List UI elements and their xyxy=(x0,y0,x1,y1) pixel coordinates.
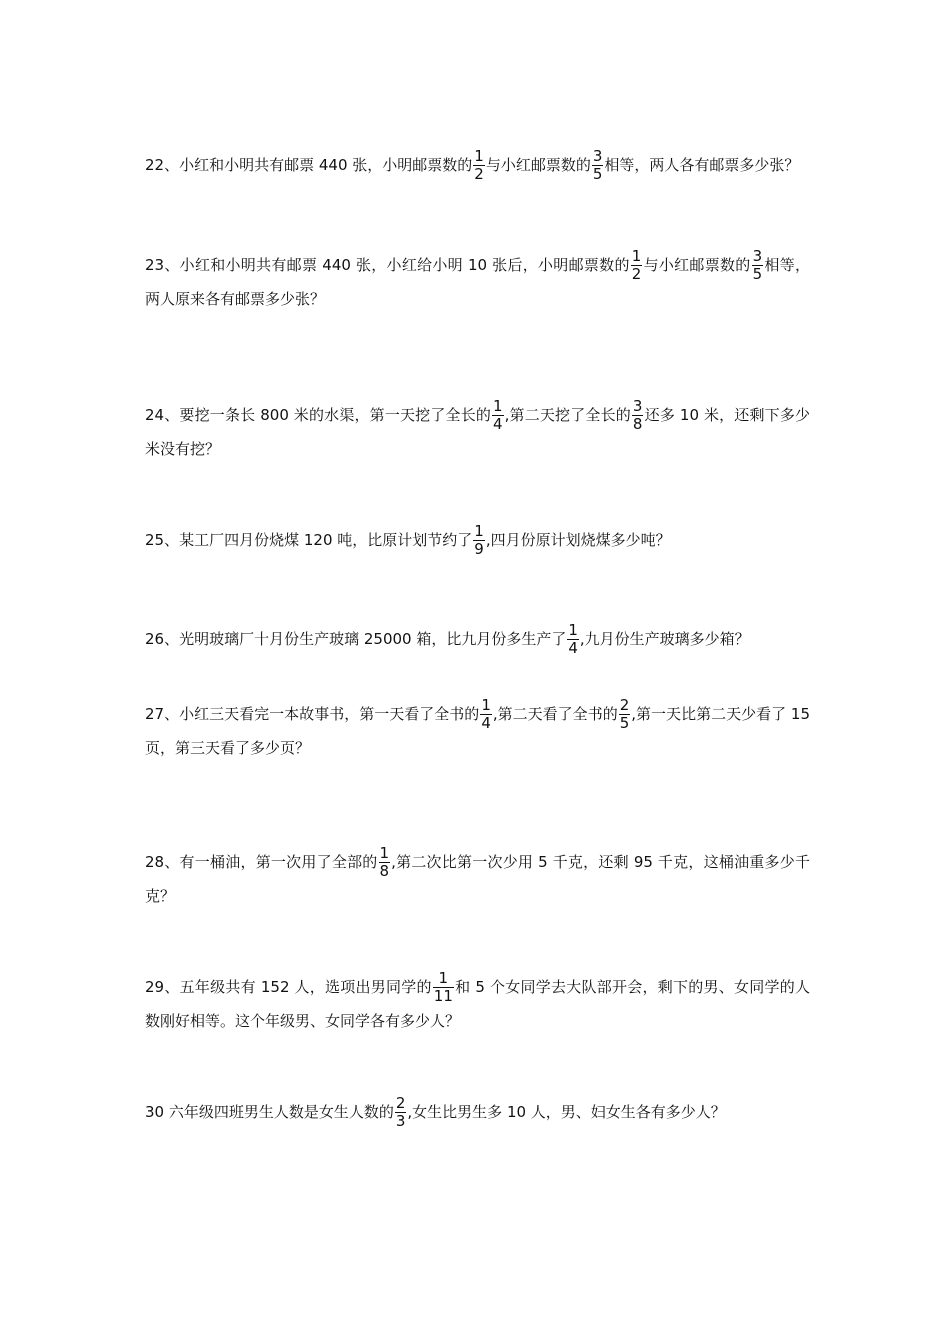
problem-text: 与小红邮票数的 xyxy=(643,256,751,274)
fraction-denominator: 2 xyxy=(631,265,642,283)
fraction-numerator: 1 xyxy=(631,247,642,265)
problem-text: 29、五年级共有 152 人，选项出男同学的 xyxy=(145,978,432,996)
problem-text: 和 5 个女同学去大队部开会，剩下的男、女同学的人数刚好相等。这个年级男、女同学各有多少人？ xyxy=(145,978,810,1030)
problem-text: ,九月份生产玻璃多少箱？ xyxy=(579,630,750,648)
fraction-denominator: 4 xyxy=(493,415,503,433)
fraction xyxy=(395,1096,407,1129)
fraction-denominator: 2 xyxy=(474,165,484,183)
problem-text: 25、某工厂四月份烧煤 120 吨，比原计划节约了 xyxy=(145,531,473,549)
problem-text: 与小红邮票数的 xyxy=(485,156,591,174)
problem-text: 相等，两人各有邮票多少张？ xyxy=(604,156,800,174)
fraction-numerator: 1 xyxy=(433,971,454,988)
problem-23 xyxy=(145,248,810,316)
fraction-numerator: 1 xyxy=(474,522,484,540)
problem-30 xyxy=(145,1095,810,1129)
fraction-denominator: 5 xyxy=(752,265,763,283)
fraction-numerator: 1 xyxy=(568,621,578,639)
fraction xyxy=(492,399,504,432)
fraction-numerator: 2 xyxy=(619,696,630,714)
fraction-numerator: 1 xyxy=(481,696,491,714)
problem-28 xyxy=(145,845,810,913)
problem-27 xyxy=(145,697,810,765)
fraction xyxy=(480,698,492,731)
fraction-denominator: 8 xyxy=(632,415,643,433)
problem-26 xyxy=(145,622,810,656)
fraction-denominator: 5 xyxy=(592,165,603,183)
problem-text: 22、小红和小明共有邮票 440 张，小明邮票数的 xyxy=(145,156,473,174)
fraction-numerator: 1 xyxy=(474,147,484,165)
fraction xyxy=(631,249,643,282)
problem-text: ,第二天挖了全长的 xyxy=(504,406,631,424)
fraction-numerator: 3 xyxy=(632,397,643,415)
fraction-denominator: 8 xyxy=(379,862,390,880)
fraction-denominator: 4 xyxy=(481,714,491,732)
problem-text: 26、光明玻璃厂十月份生产玻璃 25000 箱，比九月份多生产了 xyxy=(145,630,567,648)
problem-text: 24、要挖一条长 800 米的水渠，第一天挖了全长的 xyxy=(145,406,492,424)
problem-text: ,第二次比第一次少用 5 千克，还剩 95 千克，这桶油重多少千克？ xyxy=(145,853,810,905)
fraction xyxy=(632,399,644,432)
fraction-denominator: 9 xyxy=(474,540,484,558)
fraction xyxy=(619,698,631,731)
problem-25 xyxy=(145,523,810,557)
problem-text: ,女生比男生多 10 人，男、妇女生各有多少人？ xyxy=(407,1103,726,1121)
fraction xyxy=(473,524,485,557)
fraction xyxy=(592,149,604,182)
problem-text: ,四月份原计划烧煤多少吨？ xyxy=(485,531,671,549)
fraction xyxy=(567,623,579,656)
fraction xyxy=(752,249,764,282)
problem-22 xyxy=(145,148,810,182)
fraction xyxy=(433,971,454,1004)
problem-text: 27、小红三天看完一本故事书，第一天看了全书的 xyxy=(145,705,480,723)
problem-text: 相等，两人原来各有邮票多少张？ xyxy=(145,256,810,308)
fraction-numerator: 3 xyxy=(592,147,603,165)
problem-text: 30 六年级四班男生人数是女生人数的 xyxy=(145,1103,394,1121)
fraction-denominator: 11 xyxy=(433,987,453,1005)
fraction-denominator: 4 xyxy=(568,639,578,657)
fraction xyxy=(379,846,391,879)
fraction-denominator: 5 xyxy=(619,714,630,732)
fraction-denominator: 3 xyxy=(395,1112,406,1130)
fraction-numerator: 3 xyxy=(752,247,763,265)
problem-text: ,第一天比第二天少看了 15 页，第三天看了多少页？ xyxy=(145,705,811,757)
problem-text: 28、有一桶油，第一次用了全部的 xyxy=(145,853,378,871)
fraction-numerator: 1 xyxy=(379,844,390,862)
fraction-numerator: 2 xyxy=(395,1094,406,1112)
problem-24 xyxy=(145,398,810,466)
problem-text: ,第二天看了全书的 xyxy=(492,705,618,723)
problem-text: 还多 10 米，还剩下多少米没有挖？ xyxy=(145,406,810,458)
fraction xyxy=(473,149,485,182)
problem-text: 23、小红和小明共有邮票 440 张，小红给小明 10 张后，小明邮票数的 xyxy=(145,256,630,274)
problem-29 xyxy=(145,970,810,1038)
fraction-numerator: 1 xyxy=(493,397,503,415)
